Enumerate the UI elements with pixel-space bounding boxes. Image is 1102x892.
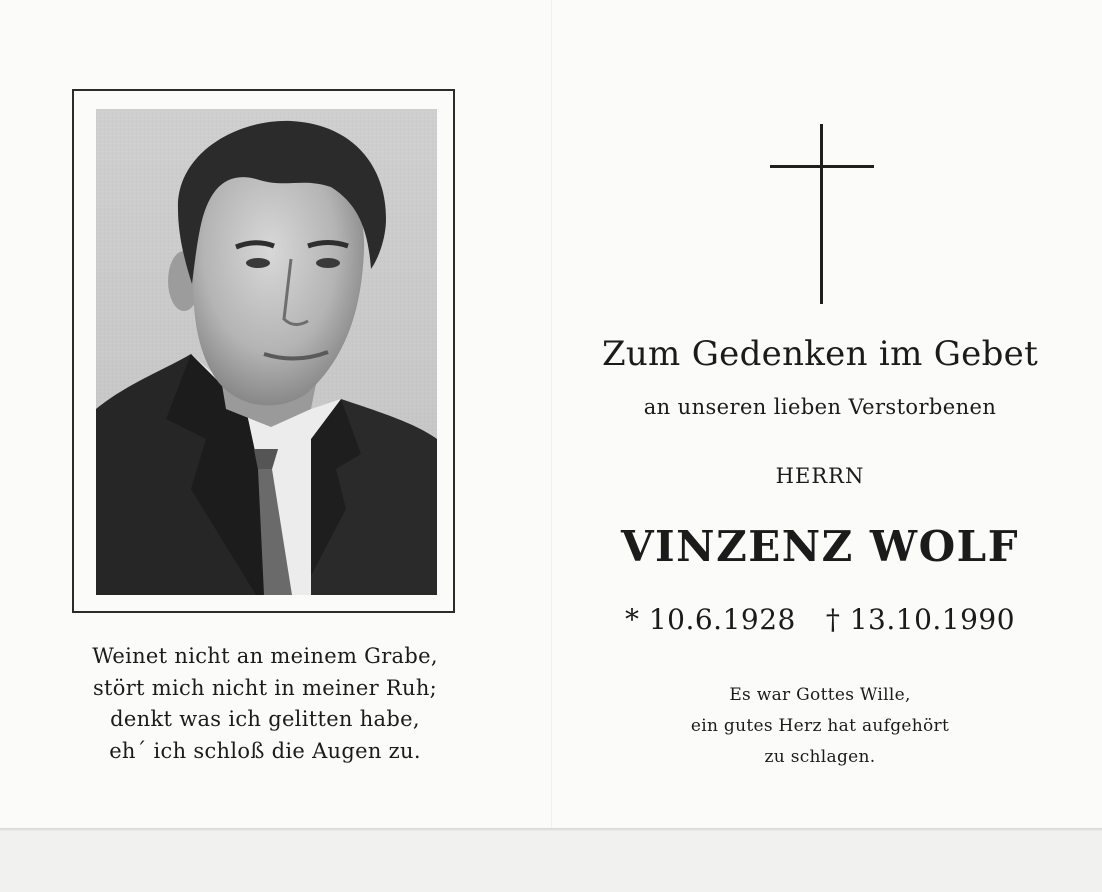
- motto: [560, 680, 1080, 773]
- deceased-name: VINZENZ WOLF: [620, 522, 1020, 571]
- poem-line: denkt was ich gelitten habe,: [110, 707, 420, 731]
- birth-date: * 10.6.1928: [624, 603, 796, 636]
- card-fold: [551, 0, 552, 828]
- photo-frame: [72, 89, 455, 613]
- motto-line: ein gutes Herz hat aufgehört: [690, 716, 950, 736]
- death-date: † 13.10.1990: [825, 603, 1016, 636]
- memorial-heading: Zum Gedenken im Gebet: [601, 334, 1039, 374]
- poem-line: stört mich nicht in meiner Ruh;: [92, 675, 438, 700]
- poem-line: Weinet nicht an meinem Grabe,: [92, 644, 438, 668]
- scan-background: [0, 831, 1102, 892]
- life-dates: [560, 603, 1080, 636]
- motto-line: Es war Gottes Wille,: [729, 685, 911, 705]
- poem: [40, 641, 490, 767]
- poem-line: eh´ ich schloß die Augen zu.: [109, 738, 421, 763]
- memorial-subheading: an unseren lieben Verstorbenen: [643, 395, 997, 419]
- portrait-photo: [96, 109, 437, 595]
- motto-line: zu schlagen.: [764, 747, 876, 767]
- honorific: HERRN: [775, 464, 865, 488]
